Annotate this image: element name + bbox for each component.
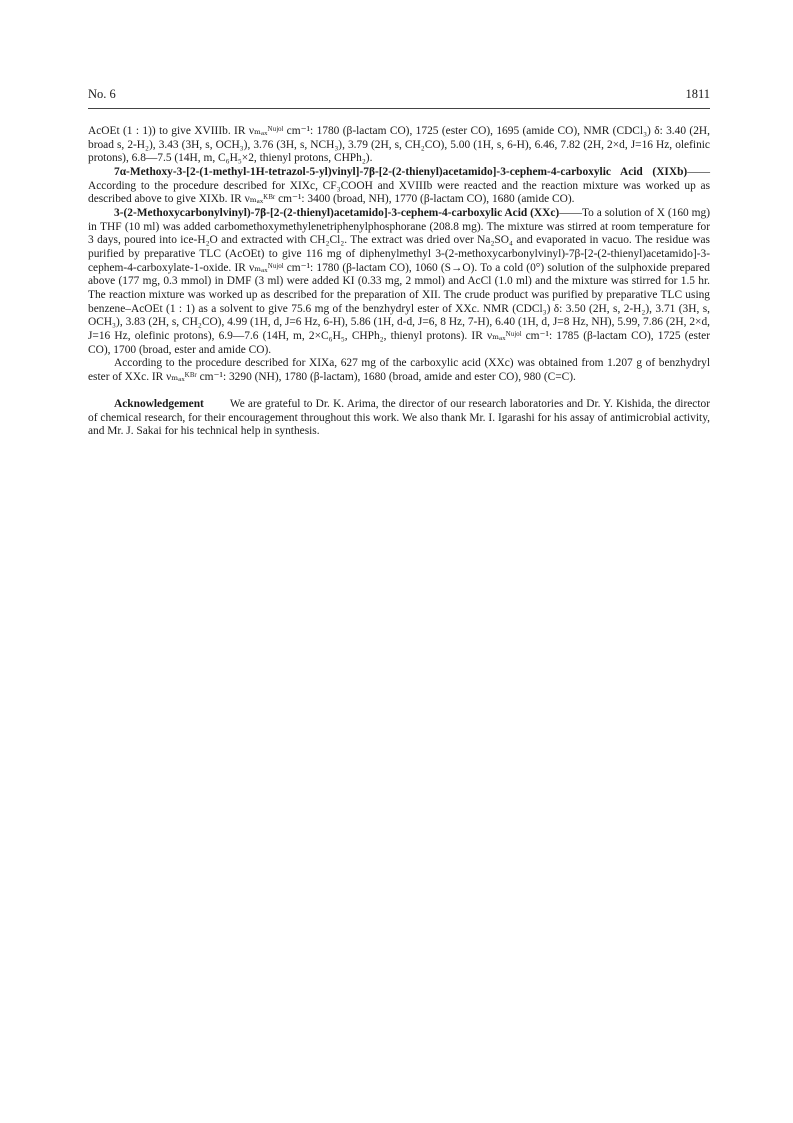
acknowledgement (88, 398, 710, 439)
issue-number: No. 6 (88, 87, 116, 101)
paragraph-xixb (88, 166, 710, 207)
acknowledgement-body: We are grateful to Dr. K. Arima, the director of our research laboratories and Dr. Y. Kishida, the director of chemical research, for their encouragement throughout this work. We also thank Mr. I. Igarashi for his assay of antimicrobial activity, and Mr. J. Sakai for his technical help in synthesis. (88, 398, 710, 438)
header-rule (88, 108, 710, 109)
acknowledgement-heading: Acknowledgement (114, 398, 204, 411)
paragraph-xxc-body: ——To a solution of X (160 mg) in THF (10 ml) was added carbomethoxymethylenetriphenylphosphorane (208.8 mg). The mixture was stirred at room temperature for 3 days, poured into ice-H₂O and extracted with CH₂Cl₂. The extract was dried over Na₂SO₄ and evaporated in vacuo. The residue was purified by preparative TLC (AcOEt) to give 116 mg of diphenylmethyl 3-(2-methoxycarbonylvinyl)-7β-[2-(2-thienyl)acetamido]-3-cephem-4-carboxylate-1-oxide. IR νₘₐₓᴺᵘʲᵒˡ cm⁻¹: 1780 (β-lactam CO), 1060 (S→O). To a cold (0°) solution of the sulphoxide prepared above (177 mg, 0.3 mmol) in DMF (3 ml) were added KI (0.33 mg, 2 mmol) and AcCl (1.0 ml) and the mixture was stirred for 1.5 hr. The reaction mixture was worked up as described for the preparation of XII. The crude product was purified by preparative TLC using benzene–AcOEt (1 : 1) as a solvent to give 75.6 mg of the benzhydryl ester of XXc. NMR (CDCl₃) δ: 3.50 (2H, s, 2-H₂), 3.71 (3H, s, OCH₃), 3.83 (2H, s, CH₂CO), 4.99 (1H, d, J=6 Hz, 6-H), 5.86 (1H, d-d, J=6, 8 Hz, 7-H), 6.40 (1H, d, J=8 Hz, NH), 5.99, 7.86 (2H, 2×d, J=16 Hz, olefinic protons), 6.9—7.6 (14H, m, 2×C₆H₅, CHPh₂, thienyl protons). IR νₘₐₓᴺᵘʲᵒˡ cm⁻¹: 1785 (β-lactam CO), 1725 (ester CO), 1700 (broad, ester and amide CO). (88, 206, 710, 356)
page-number: 1811 (685, 87, 710, 101)
compound-heading-xixb: 7α-Methoxy-3-[2-(1-methyl-1H-tetrazol-5-yl)vinyl]-7β-[2-(2-thienyl)acetamido]-3-cephem-4-carboxylic Acid (XIXb) (114, 165, 688, 178)
paragraph-xxc-acid: According to the procedure described for XIXa, 627 mg of the carboxylic acid (XXc) was obtained from 1.207 g of benzhydryl ester of XXc. IR νₘₐₓᴷᴮʳ cm⁻¹: 3290 (NH), 1780 (β-lactam), 1680 (broad, amide and ester CO), 980 (C=C). (88, 357, 710, 383)
compound-heading-xxc: 3-(2-Methoxycarbonylvinyl)-7β-[2-(2-thienyl)acetamido]-3-cephem-4-carboxylic Acid (XXc) (114, 206, 560, 219)
paragraph-xxc (88, 207, 710, 357)
paragraph-xviiib-data: AcOEt (1 : 1)) to give XVIIIb. IR νₘₐₓᴺᵘʲᵒˡ cm⁻¹: 1780 (β-lactam CO), 1725 (ester CO), 1695 (amide CO), NMR (CDCl₃) δ: 3.40 (2H, broad s, 2-H₂), 3.43 (3H, s, OCH₃), 3.76 (3H, s, NCH₃), 3.79 (2H, s, CH₂CO), 5.00 (1H, s, 6-H), 6.46, 7.82 (2H, 2×d, J=16 Hz, olefinic protons), 6.8—7.5 (14H, m, C₆H₅×2, thienyl protons, CHPh₂). (88, 125, 710, 165)
page-header (88, 86, 710, 102)
paragraph-xixb-body: ——According to the procedure described for XIXc, CF₃COOH and XVIIIb were reacted and the reaction mixture was worked up as described above to give XIXb. IR νₘₐₓᴷᴮʳ cm⁻¹: 3400 (broad, NH), 1770 (β-lactam CO), 1680 (amide CO). (88, 165, 710, 206)
article-body (88, 125, 710, 439)
